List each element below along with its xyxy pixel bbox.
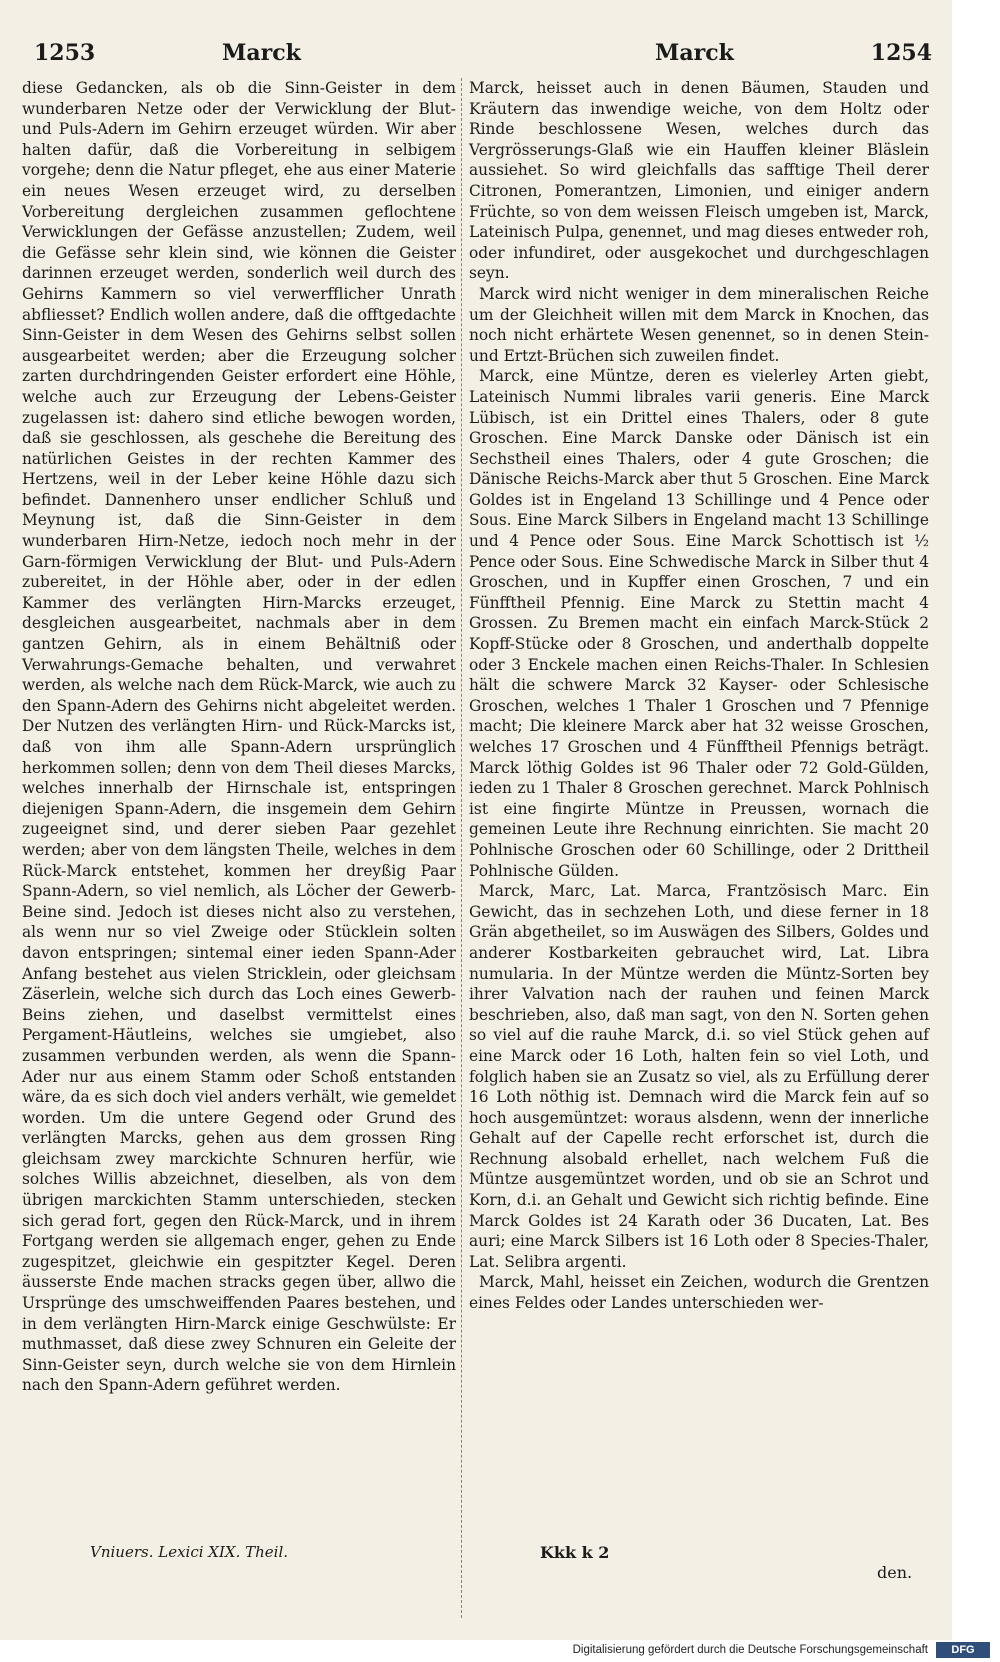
dfg-logo: DFG (936, 1642, 990, 1658)
running-head-right: Marck (655, 40, 734, 66)
column-divider (461, 78, 462, 1618)
signature-mark: Kkk k 2 (540, 1543, 610, 1562)
attribution-text: Digitalisierung gefördert durch die Deutsche Forschungsgemeinschaft (572, 1644, 928, 1656)
entry-marck-mineral: Marck wird nicht weniger in dem mineralischen Reiche um der Gleichheit willen mit dem Marck in Knochen, das noch nicht erhärtete Wesen genennet, so in denen Stein- und Ertzt-Brüchen sich zuweilen findet. (469, 284, 929, 365)
running-head-left: Marck (222, 40, 301, 66)
right-column (469, 78, 929, 1314)
entry-marck-boundary: Marck, Mahl, heisset ein Zeichen, wodurch die Grentzen eines Feldes oder Landes unterschieden wer- (469, 1273, 929, 1313)
entry-marck-plants: Marck, heisset auch in denen Bäumen, Stauden und Kräutern das inwendige weiche, von dem Holtz oder Rinde beschlossene Wesen, welches durch das Vergrösserungs-Glaß wie ein Hauffen kleiner Bläslein aussiehet. So wird gleichfalls das safftige Theil derer Citronen, Pomerantzen, Limonien, und einiger andern Früchte, so von dem weissen Fleisch umgeben ist, Marck, Lateinisch Pulpa, genennet, und mag dieses entweder roh, oder infundiret, oder ausgekochet und durchgeschlagen seyn. (469, 79, 929, 283)
page-number-left: 1253 (34, 40, 96, 66)
entry-marck-coin: Marck, eine Müntze, deren es vielerley Arten giebt, Lateinisch Nummi librales varii generis. Eine Marck Lübisch, ist ein Drittel eines Thalers, oder 8 gute Groschen. Eine Marck Danske oder Dänisch ist ein Sechstheil eines Thalers, oder 4 gute Groschen; die Dänische Reichs-Marck aber thut 5 Groschen. Eine Marck Goldes ist in Engeland 13 Schillinge und 4 Pence oder Sous. Eine Marck Silbers in Engeland macht 13 Schillinge und 4 Pence oder Sous. Eine Marck Schottisch ist ½ Pence oder Sous. Eine Schwedische Marck in Silber thut 4 Groschen, und in Kupffer einen Groschen, 7 und ein Fünfftheil Pfennig. Eine Marck zu Stettin macht 4 Grossen. Zu Bremen macht ein einfach Marck-Stück 2 Kopff-Stücke oder 8 Groschen, und anderthalb doppelte oder 3 Enckele machen einen Reichs-Thaler. In Schlesien hält die schwere Marck 32 Kayser- oder Schlesische Groschen, welches 1 Thaler 1 Groschen und 7 Pfennige macht; Die kleinere Marck aber hat 32 weisse Groschen, welches 17 Groschen und 4 Fünfftheil Pfennigs beträgt. Marck löthig Goldes ist 96 Thaler oder 72 Gold-Gülden, ieden zu 1 Thaler 8 Groschen gerechnet. Marck Pohlnisch ist eine fingirte Müntze in Preussen, wornach die gemeinen Leute ihre Rechnung einrichten. Sie macht 20 Pohlnische Groschen oder 60 Schillinge, oder 2 Drittheil Pohlnische Gülden. (469, 367, 929, 880)
volume-note: Vniuers. Lexici XIX. Theil. (90, 1543, 289, 1561)
page-number-right: 1254 (870, 40, 932, 66)
left-column (22, 78, 456, 1396)
entry-marck-weight: Marck, Marc, Lat. Marca, Frantzösisch Marc. Ein Gewicht, das in sechzehen Loth, und diese ferner in 18 Grän abgetheilet, so im Auswägen des Silbers, Goldes und anderer Kostbarkeiten gebrauchet wird, Lat. Libra numularia. In der Müntze werden die Müntz-Sorten bey ihrer Valvation nach der rauhen und feinen Marck beschrieben, also, daß man sagt, von den N. Sorten gehen so viel auf die rauhe Marck, d.i. so viel Stück gehen auf eine Marck oder 16 Loth, halten fein so viel Loth, und folglich haben sie an Zusatz so viel, als zu Erfüllung derer 16 Loth nöthig ist. Demnach wird die Marck fein auf so hoch ausgemüntzet: woraus alsdenn, wenn der innerliche Gehalt auf der Capelle recht erforschet ist, durch die Rechnung alsobald erhellet, nach welchem Fuß die Müntze ausgemüntzet worden, und ob sie an Schrot und Korn, d.i. an Gehalt und Gewicht sich richtig befinde. Eine Marck Goldes ist 24 Karath oder 36 Ducaten, Lat. Bes auri; eine Marck Silbers ist 16 Loth oder 8 Species-Thaler, Lat. Selibra argenti. (469, 882, 929, 1271)
left-paragraph: diese Gedancken, als ob die Sinn-Geister in dem wunderbaren Netze oder der Verwicklung der Blut- und Puls-Adern im Gehirn erzeuget würden. Wir aber halten dafür, daß die Vorbereitung in selbigem vorgehe; denn die Natur pfleget, ehe aus einer Materie ein neues Wesen erzeuget wird, zu derselben Vorbereitung dergleichen zusammen geflochtene Verwicklungen der Gefässe anzustellen; Zudem, weil die Gefässe sehr klein sind, wie können die Geister darinnen erzeuget werden, sonderlich weil durch des Gehirns Kammern so viel verwerfflicher Unrath abfliesset? Endlich wollen andere, daß die offtgedachte Sinn-Geister in dem Wesen des Gehirns selbst sollen ausgearbeitet werden; aber die Erzeugung solcher zarten durchdringenden Geister erfordert eine Höhle, welche auch zur Erzeugung der Lebens-Geister zugelassen ist: dahero sind etliche bewogen worden, daß sie geschlossen, als geschehe die Bereitung des natürlichen Geistes in der rechten Kammer des Hertzens, weil in der Leber keine Höhle dazu sich befindet. Dannenhero unser endlicher Schluß und Meynung ist, daß die Sinn-Geister in dem wunderbaren Hirn-Netze, iedoch noch mehr in der Garn-förmigen Verwicklung der Blut- und Puls-Adern zubereitet, in der Höhle aber, oder in der edlen Kammer des verlängten Hirn-Marcks erzeuget, desgleichen ausgearbeitet, nachmals aber in dem gantzen Gehirn, als in einem Behältniß oder Verwahrungs-Gemache behalten, und verwahret werden, als welche nach dem Rück-Marck, wie auch zu den Spann-Adern des Gehirns nicht abgeleitet werden. Der Nutzen des verlängten Hirn- und Rück-Marcks ist, daß von ihm alle Spann-Adern ursprünglich herkommen sollen; denn von dem Theil dieses Marcks, welches innerhalb der Hirnschale ist, entspringen diejenigen Spann-Adern, die insgemein dem Gehirn zugeeignet sind, und derer sieben Paar gezehlet werden; aber von dem längsten Theile, welches in dem Rück-Marck entstehet, kommen her dreyßig Paar Spann-Adern, so viel nemlich, als Löcher der Gewerb-Beine sind. Jedoch ist dieses nicht also zu verstehen, als wenn nur so viel Zweige oder Stücklein solten davon entspringen; sintemal einer ieden Spann-Ader Anfang bestehet aus vielen Stricklein, oder gleichsam Zäserlein, welche sich durch das Loch eines Gewerb-Beins ziehen, und daselbst vermittelst eines Pergament-Häutleins, welches sie umgiebet, also zusammen verbunden werden, als wenn die Spann-Ader nur aus einem Stamm oder Schoß entstanden wäre, da es sich doch viel anders verhält, wie gemeldet worden. Um die untere Gegend oder Grund des verlängten Marcks, gehen aus dem grossen Ring gleichsam zwey marckichte Schnuren herfür, wie solches Willis abzeichnet, dieselben, als von dem übrigen marckichten Stamm unterschieden, stecken sich gerad fort, gegen den Rück-Marck, und in ihrem Fortgang werden sie allgemach enger, gehen zu Ende zugespitzet, gleichwie ein gespitzter Kegel. Deren äusserste Ende machen stracks gegen über, allwo die Ursprünge des umschweiffenden Paares bestehen, und in dem verlängten Hirn-Marck einige Geschwülste: Er muthmasset, daß diese zwey Schnuren ein Geleite der Sinn-Geister seyn, durch welche sie von dem Hirnlein nach den Spann-Adern geführet werden. (22, 79, 456, 1395)
catchword: den. (877, 1563, 913, 1582)
